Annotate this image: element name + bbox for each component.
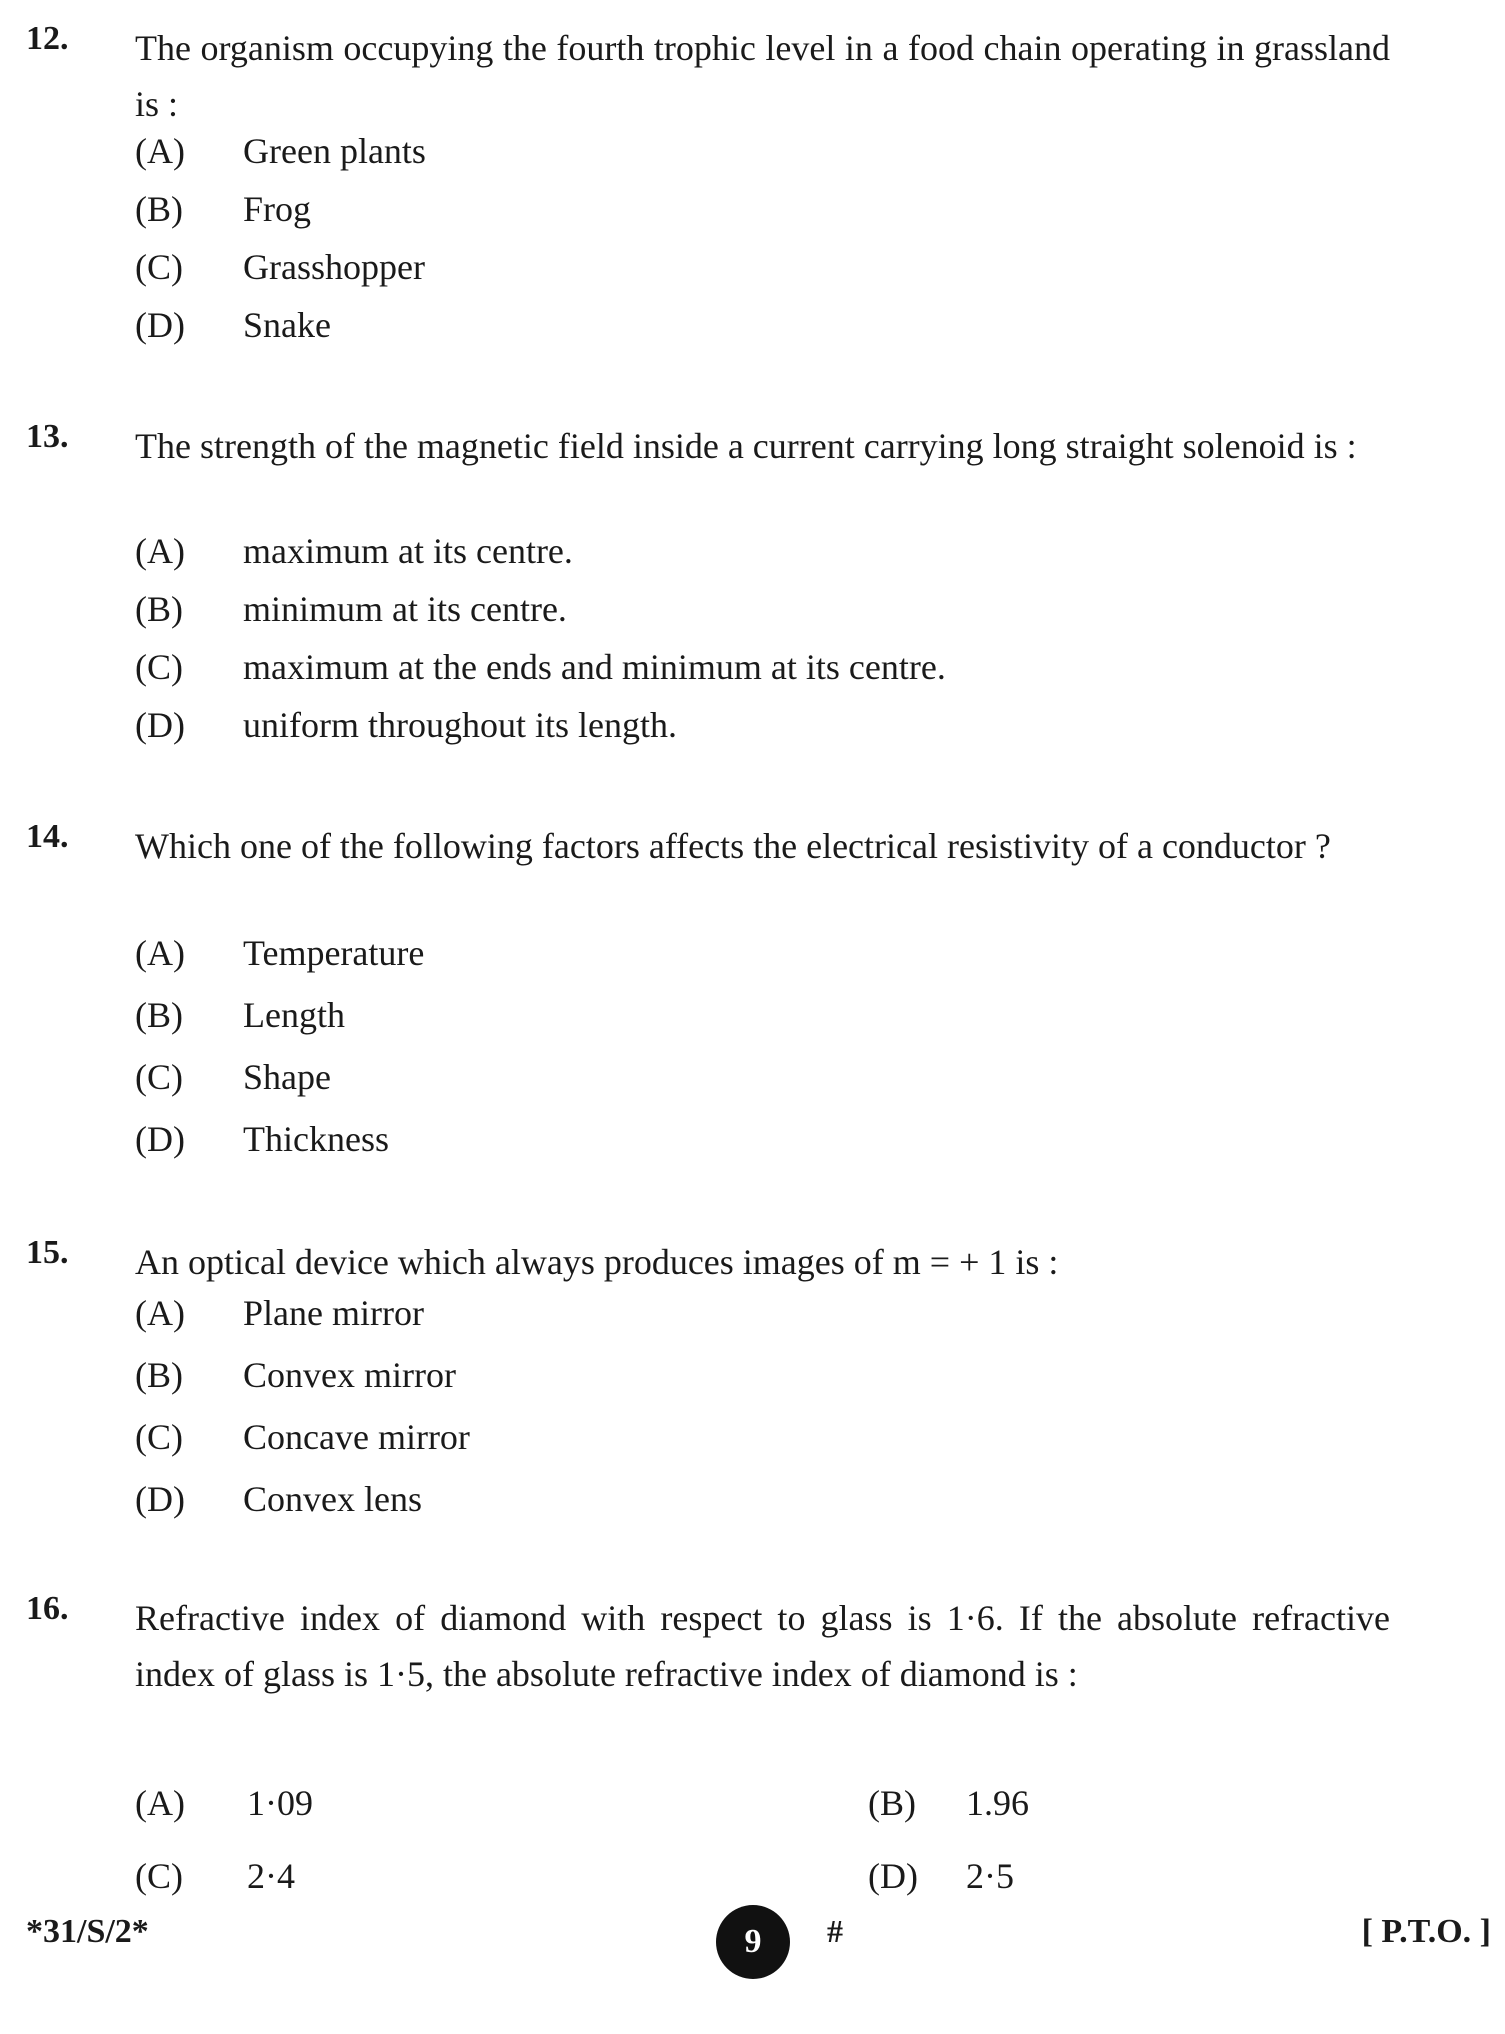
hash-mark: # xyxy=(827,1913,843,1949)
option-label: (D) xyxy=(135,305,185,345)
option-text: Green plants xyxy=(243,131,426,171)
option-text: 1.96 xyxy=(966,1783,1029,1823)
option-label: (C) xyxy=(135,1057,183,1097)
option-text: Snake xyxy=(243,305,331,345)
option-label: (D) xyxy=(135,1479,185,1519)
option-label: (B) xyxy=(135,189,183,229)
option-label: (B) xyxy=(868,1783,916,1823)
option-text: Temperature xyxy=(243,933,425,973)
question-number: 13. xyxy=(26,418,69,455)
option-label: (B) xyxy=(135,995,183,1035)
option-text: Frog xyxy=(243,189,312,229)
option-label: (A) xyxy=(135,933,185,973)
paper-code: *31/S/2* xyxy=(26,1913,149,1950)
question-number: 12. xyxy=(26,20,69,57)
option-text: minimum at its centre. xyxy=(243,589,567,629)
pto-label: [ P.T.O. ] xyxy=(1361,1913,1491,1950)
option-label: (A) xyxy=(135,131,185,171)
question-text: Refractive index of diamond with respect to glass is 1·6. If the absolute refractive index of glass is 1·5, the absolute refractive index of diamond is : xyxy=(135,1598,1390,1694)
option-label: (C) xyxy=(135,1417,183,1457)
option-text: maximum at the ends and minimum at its centre. xyxy=(243,647,946,687)
option-label: (C) xyxy=(135,247,183,287)
option-text: Thickness xyxy=(243,1119,389,1159)
option-text: 2·5 xyxy=(966,1856,1014,1896)
option-label: (D) xyxy=(868,1856,918,1896)
option-label: (A) xyxy=(135,531,185,571)
page-footer xyxy=(0,1905,1505,1975)
question-number: 15. xyxy=(26,1234,69,1271)
option-label: (C) xyxy=(135,1856,183,1896)
option-label: (C) xyxy=(135,647,183,687)
option-text: Plane mirror xyxy=(243,1293,424,1333)
question-text: An optical device which always produces images of m = + 1 is : xyxy=(135,1242,1059,1282)
option-text: uniform throughout its length. xyxy=(243,705,677,745)
option-text: Concave mirror xyxy=(243,1417,470,1457)
page-number-badge: 9 xyxy=(716,1905,790,1979)
question-number: 16. xyxy=(26,1590,69,1627)
question-text: Which one of the following factors affects the electrical resistivity of a conductor ? xyxy=(135,826,1331,866)
question-number: 14. xyxy=(26,818,69,855)
option-label: (D) xyxy=(135,1119,185,1159)
option-text: Grasshopper xyxy=(243,247,425,287)
option-label: (A) xyxy=(135,1783,185,1823)
option-text: 2·4 xyxy=(247,1856,295,1896)
option-text: Shape xyxy=(243,1057,331,1097)
option-text: Convex mirror xyxy=(243,1355,456,1395)
option-label: (B) xyxy=(135,1355,183,1395)
option-text: 1·09 xyxy=(247,1783,313,1823)
option-label: (D) xyxy=(135,705,185,745)
option-label: (B) xyxy=(135,589,183,629)
option-text: Length xyxy=(243,995,345,1035)
question-text: The strength of the magnetic field inside a current carrying long straight solenoid is : xyxy=(135,426,1357,466)
question-text: The organism occupying the fourth trophic level in a food chain operating in grassland is : xyxy=(135,28,1390,124)
option-text: Convex lens xyxy=(243,1479,422,1519)
option-label: (A) xyxy=(135,1293,185,1333)
option-text: maximum at its centre. xyxy=(243,531,573,571)
